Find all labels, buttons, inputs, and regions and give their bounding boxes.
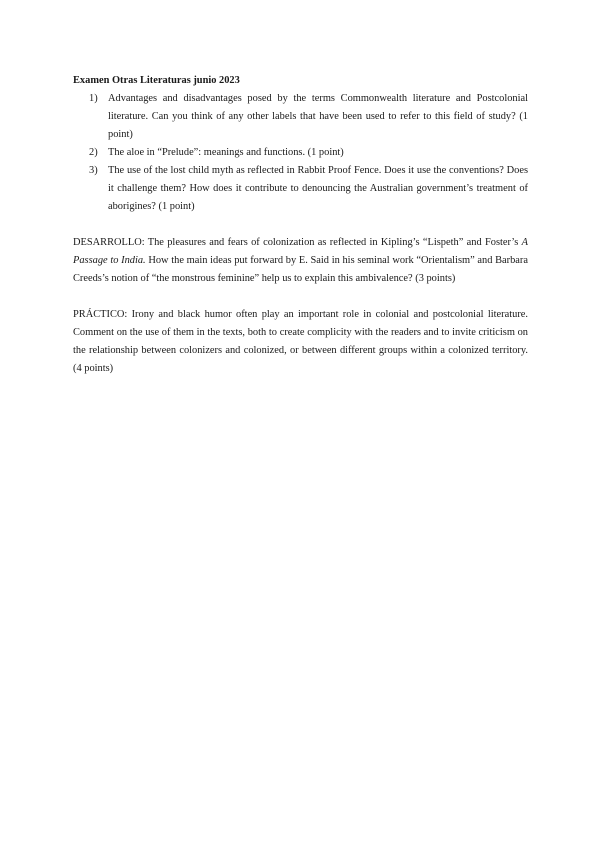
question-item xyxy=(73,144,528,162)
question-item xyxy=(73,162,528,216)
question-number: 2) xyxy=(89,147,98,158)
question-text: The use of the lost child myth as reflected in Rabbit Proof Fence. Does it use the conventions? Does it challenge them? How does it contribute to denouncing the Australian government’s treatment of aborigines? (1 point) xyxy=(108,165,528,212)
practico-section xyxy=(73,306,528,378)
practico-text: PRÁCTICO: Irony and black humor often play an important role in colonial and postcolonial literature. Comment on the use of them in the texts, both to create complicity with the readers and to invite criticism on the relationship between colonizers and colonized, or between different groups within a colonized territory. (4 points) xyxy=(73,309,528,374)
question-list xyxy=(73,90,528,216)
question-text: Advantages and disadvantages posed by the terms Commonwealth literature and Postcolonial literature. Can you think of any other labels that have been used to refer to this field of study? (1 point) xyxy=(108,93,528,140)
question-number: 1) xyxy=(89,93,98,104)
desarrollo-section xyxy=(73,234,528,288)
question-item xyxy=(73,90,528,144)
question-text: The aloe in “Prelude”: meanings and functions. (1 point) xyxy=(108,147,344,158)
desarrollo-text-end: How the main ideas put forward by E. Said in his seminal work “Orientalism” and Barbara Creeds’s notion of “the monstrous feminine” help us to explain this ambivalence? (3 points) xyxy=(73,255,528,284)
question-number: 3) xyxy=(89,165,98,176)
desarrollo-text-start: DESARROLLO: The pleasures and fears of colonization as reflected in Kipling’s “Lispeth” and Foster’s xyxy=(73,237,522,248)
exam-title: Examen Otras Literaturas junio 2023 xyxy=(73,75,240,86)
exam-page xyxy=(73,72,528,388)
desarrollo-book-title: A Passage to India. xyxy=(73,237,528,266)
